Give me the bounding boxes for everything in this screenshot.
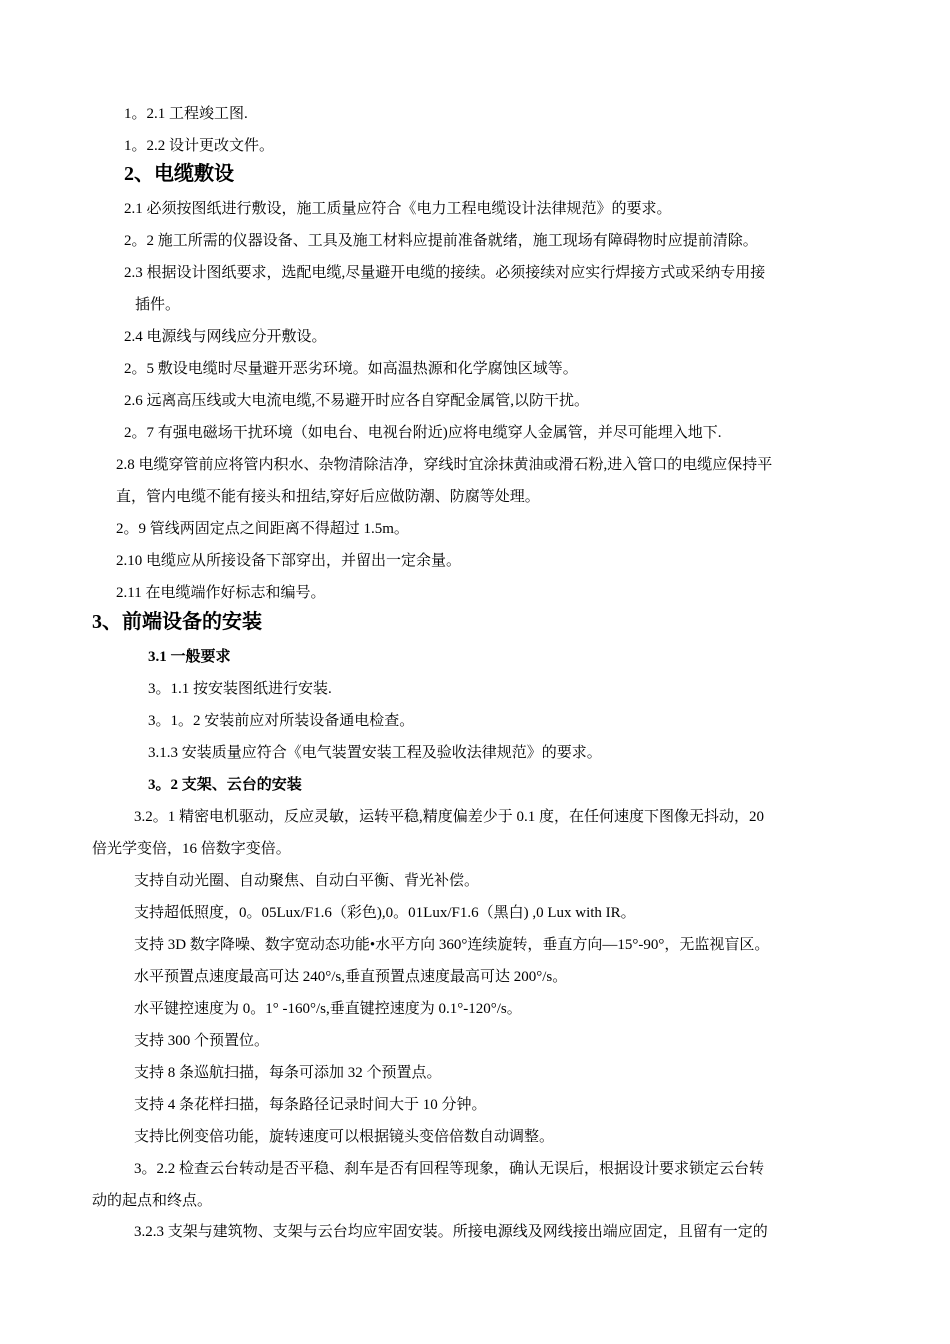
text-line: 支持 8 条巡航扫描，每条可添加 32 个预置点。 [134,1065,442,1081]
text-line: 3。1。2 安装前应对所装设备通电检查。 [148,713,415,729]
subsection-heading: 3.1 一般要求 [148,649,231,665]
text-line: 支持 3D 数字降噪、数字宽动态功能•水平方向 360°连续旋转，垂直方向—15°-90°，无监视盲区。 [134,937,770,953]
text-line: 2.8 电缆穿管前应将管内积水、杂物清除洁净，穿线时宜涂抹黄油或滑石粉,进入管口的电缆应保持平 [116,457,773,473]
text-line: 2.4 电源线与网线应分开敷设。 [124,329,327,345]
text-line: 支持超低照度，0。05Lux/F1.6（彩色),0。01Lux/F1.6（黑白) ,0 Lux with IR。 [134,905,636,921]
text-line: 2。5 敷设电缆时尽量避开恶劣环境。如高温热源和化学腐蚀区域等。 [124,361,578,377]
text-line: 2.1 必须按图纸进行敷设，施工质量应符合《电力工程电缆设计法律规范》的要求。 [124,201,672,217]
text-line: 2.10 电缆应从所接设备下部穿出，并留出一定余量。 [116,553,462,569]
text-line: 3。1.1 按安装图纸进行安装. [148,681,332,697]
subsection-heading: 3。2 支架、云台的安装 [148,777,302,793]
text-line: 支持 4 条花样扫描，每条路径记录时间大于 10 分钟。 [134,1097,487,1113]
text-line: 支持自动光圈、自动聚焦、自动白平衡、背光补偿。 [134,873,480,889]
text-line: 3.1.3 安装质量应符合《电气装置安装工程及验收法律规范》的要求。 [148,745,602,761]
text-line: 支持 300 个预置位。 [134,1033,270,1049]
text-line: 2。9 管线两固定点之间距离不得超过 1.5m。 [116,521,409,537]
text-line: 水平键控速度为 0。1° -160°/s,垂直键控速度为 0.1°-120°/s。 [134,1001,522,1017]
text-line: 2。7 有强电磁场干扰环境（如电台、电视台附近)应将电缆穿人金属管，并尽可能埋入地下. [124,425,722,441]
text-line: 2.11 在电缆端作好标志和编号。 [116,585,326,601]
text-line: 1。2.2 设计更改文件。 [124,138,275,154]
text-line: 插件。 [135,297,181,313]
text-line: 2.6 远离高压线或大电流电缆,不易避开时应各自穿配金属管,以防干扰。 [124,393,590,409]
text-line: 3。2.2 检查云台转动是否平稳、刹车是否有回程等现象，确认无误后，根据设计要求锁定云台转 [134,1161,765,1177]
text-line: 动的起点和终点。 [92,1193,213,1209]
text-line: 3.2。1 精密电机驱动，反应灵敏，运转平稳,精度偏差少于 0.1 度，在任何速度下图像无抖动，20 [134,809,765,825]
text-line: 2。2 施工所需的仪器设备、工具及施工材料应提前准备就绪，施工现场有障碍物时应提前清除。 [124,233,758,249]
text-line: 2.3 根据设计图纸要求，选配电缆,尽量避开电缆的接续。必须接续对应实行焊接方式或采纳专用接 [124,265,766,281]
text-line: 1。2.1 工程竣工图. [124,106,248,122]
text-line: 3.2.3 支架与建筑物、支架与云台均应牢固安装。所接电源线及网线接出端应固定，且留有一定的 [134,1224,768,1240]
text-line: 直，管内电缆不能有接头和扭结,穿好后应做防潮、防腐等处理。 [116,489,540,505]
section-heading: 2、电缆敷设 [124,163,234,185]
text-line: 水平预置点速度最高可达 240°/s,垂直预置点速度最高可达 200°/s。 [134,969,568,985]
section-heading: 3、前端设备的安装 [92,611,262,633]
text-line: 倍光学变倍，16 倍数字变倍。 [92,841,291,857]
text-line: 支持比例变倍功能，旋转速度可以根据镜头变倍倍数自动调整。 [134,1129,555,1145]
